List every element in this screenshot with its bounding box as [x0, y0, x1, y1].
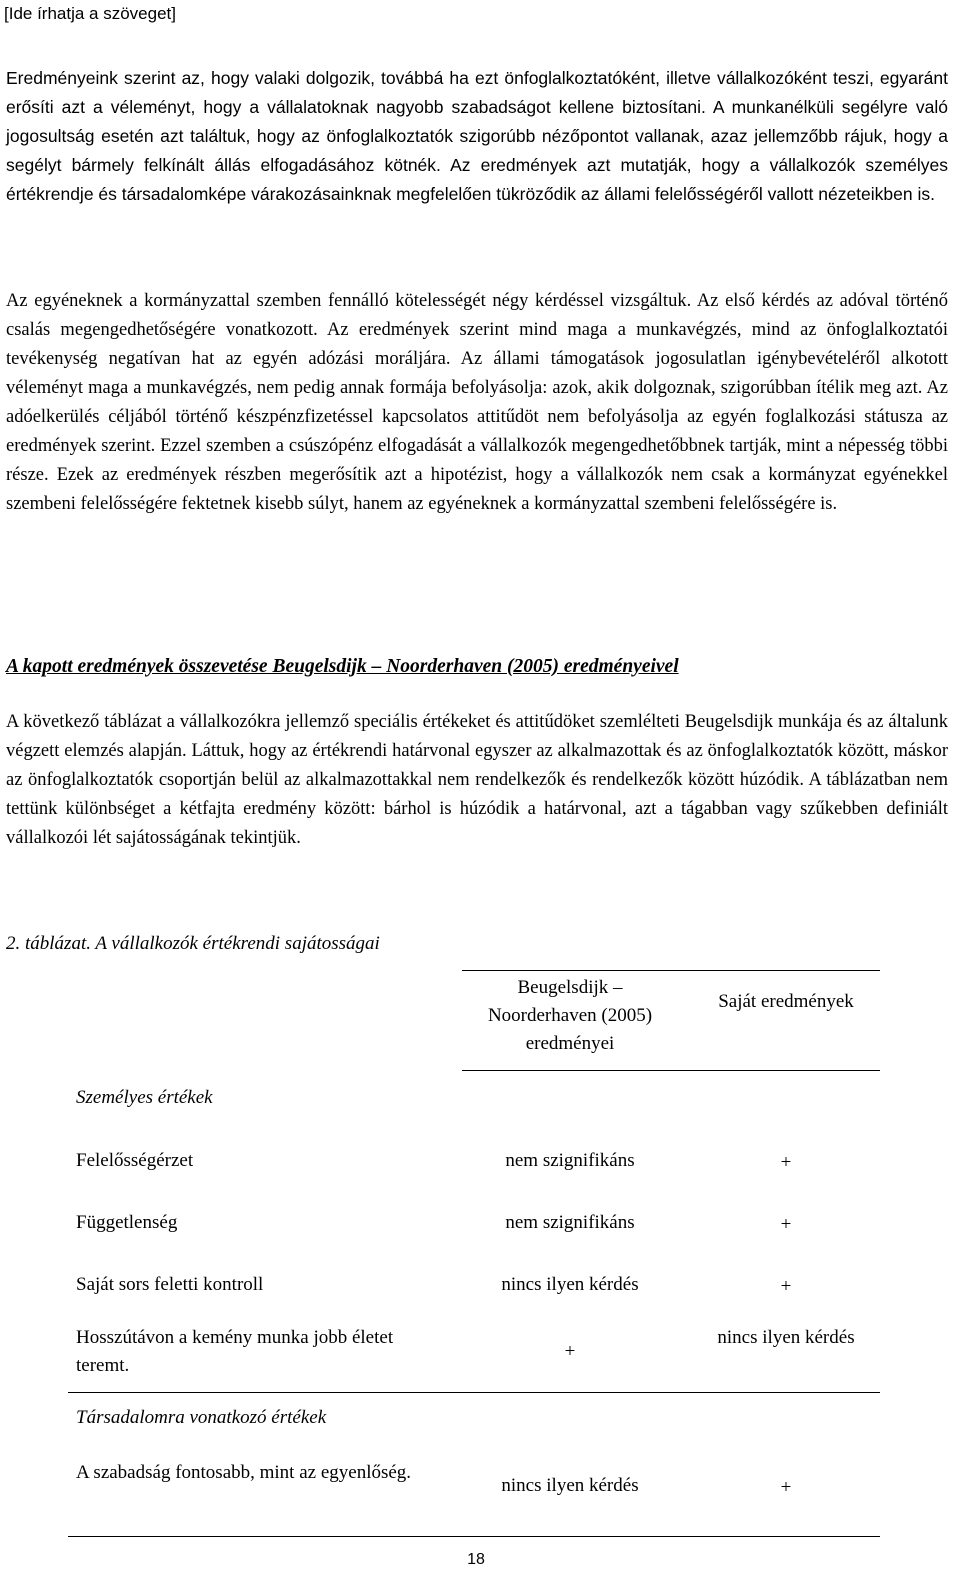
paragraph-1: Eredményeink szerint az, hogy valaki dolgozik, továbbá ha ezt önfoglalkoztatóként, illetve vállalkozóként teszi, egyaránt erősíti azt a véleményt, hogy a vállalatoknak nagyobb szabadságot kellene biztosítani. A munkanélküli segélyre való jogosultság esetén azt találtuk, hogy az önfoglalkoztatók szigorúbb nézőpontot vallanak, azaz jellemzőbb rájuk, hogy a segélyt bármely felkínált állás elfogadásához kötnék. Az eredmények azt mutatják, hogy a vállalkozók személyes értékrendje és társadalomképe várakozásainknak megfelelően tükröződik az állami felelősségéről vallott nézeteikben is.	[6, 68, 948, 204]
table-row-own: +	[780, 1477, 792, 1498]
table-row-beugelsdijk: +	[564, 1341, 576, 1362]
table-row-label: Függetlenség	[76, 1212, 178, 1233]
table-row-own: +	[780, 1214, 792, 1235]
page-number: 18	[467, 1551, 485, 1568]
table-group-personal-values: Személyes értékek	[76, 1087, 213, 1108]
table-row-beugelsdijk: nincs ilyen kérdés	[501, 1274, 639, 1295]
table-bottom-rule	[68, 1536, 880, 1537]
table-row-label: Hosszútávon a kemény munka jobb életet teremt.	[76, 1327, 394, 1376]
table-header-rule	[462, 1070, 880, 1071]
table-caption: 2. táblázat. A vállalkozók értékrendi sajátosságai	[6, 933, 380, 954]
table-row-own: nincs ilyen kérdés	[717, 1327, 855, 1348]
table-header-beugelsdijk: Beugelsdijk – Noorderhaven (2005) eredményei	[487, 977, 653, 1054]
section-heading: A kapott eredmények összevetése Beugelsdijk – Noorderhaven (2005) eredményeivel	[6, 656, 679, 677]
paragraph-3: A következő táblázat a vállalkozókra jellemző speciális értékeket és attitűdöket szemlélteti Beugelsdijk munkája és az általunk végzett elemzés alapján. Láttuk, hogy az értékrendi határvonal egyszer az alkalmazottak és az önfoglalkoztatók között, máskor az önfoglalkoztatók csoportján belül az alkalmazottakkal nem rendelkezők és rendelkezők között húzódik. A táblázatban nem tettünk különbséget a kétfajta eredmény között: bárhol is húzódik a határvonal, azt a tágabban vagy szűkebben definiált vállalkozói lét sajátosságának tekintjük.	[6, 712, 948, 848]
table-row-beugelsdijk: nem szignifikáns	[505, 1212, 635, 1233]
table-group-social-values: Társadalomra vonatkozó értékek	[76, 1407, 327, 1428]
table-row-label: A szabadság fontosabb, mint az egyenlőség.	[76, 1462, 412, 1483]
table-row-own: +	[780, 1152, 792, 1173]
table-header-own-results: Saját eredmények	[718, 991, 854, 1012]
table-row-label: Saját sors feletti kontroll	[76, 1274, 264, 1295]
table-top-rule	[462, 970, 880, 971]
table-group-rule	[68, 1392, 880, 1393]
header-placeholder-text[interactable]: [Ide írhatja a szöveget]	[4, 4, 176, 23]
table-row-label: Felelősségérzet	[76, 1150, 194, 1171]
table-row-beugelsdijk: nem szignifikáns	[505, 1150, 635, 1171]
paragraph-2: Az egyéneknek a kormányzattal szemben fennálló kötelességét négy kérdéssel vizsgáltuk. Az első kérdés az adóval történő csalás megengedhetőségére vonatkozott. Az eredmények szerint mind maga a munkavégzés, mind az önfoglalkoztatói tevékenység negatívan hat az egyén adózási moráljára. Az állami támogatások jogosulatlan igénybevételéről alkotott véleményt maga a munkavégzés, nem pedig annak formája befolyásolja: azok, akik dolgoznak, szigorúbban ítélik meg azt. Az adóelkerülés céljából történő készpénzfizetéssel kapcsolatos attitűdöt nem befolyásolja az egyén foglalkozási státusza az eredmények szerint. Ezzel szemben a csúszópénz elfogadását a vállalkozók megengedhetőbbnek tartják, mint a népesség többi része. Ezek az eredmények részben megerősítik azt a hipotézist, hogy a vállalkozók nem csak a kormányzat egyénekkel szembeni felelősségére fektetnek kisebb súlyt, hanem az egyéneknek a kormányzattal szembeni felelősségére is.	[6, 291, 948, 514]
table-row-own: +	[780, 1276, 792, 1297]
table-row-beugelsdijk: nincs ilyen kérdés	[501, 1475, 639, 1496]
